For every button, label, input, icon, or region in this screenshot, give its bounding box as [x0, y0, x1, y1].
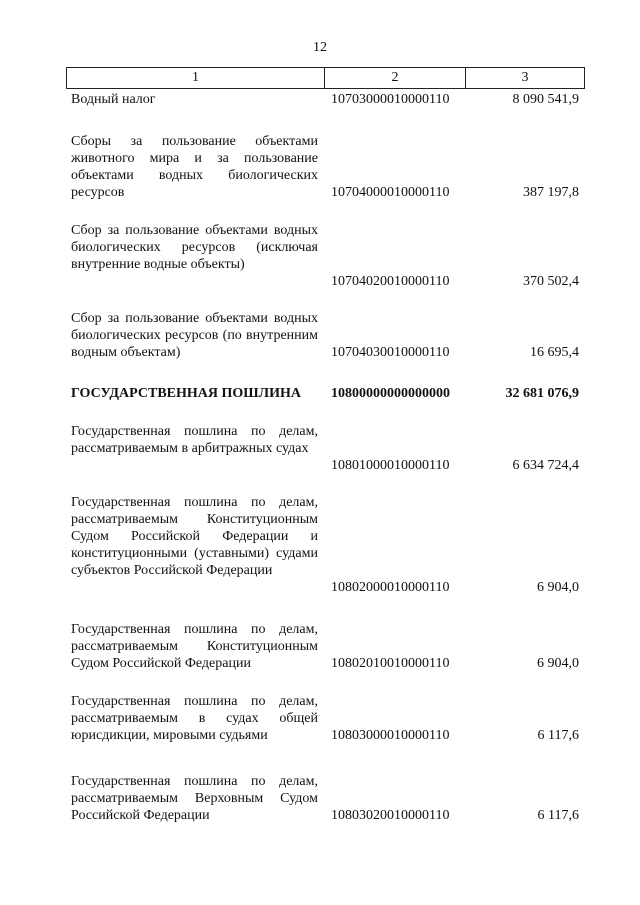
table-row: [71, 310, 579, 361]
row-amount: 16 695,4: [530, 345, 579, 360]
page-number: 12: [313, 40, 327, 55]
column-header-2: 2: [325, 68, 466, 88]
row-amount: 6 117,6: [537, 728, 579, 743]
row-amount: 6 904,0: [537, 656, 579, 671]
row-name: Сбор за пользование объектами водных биологических ресурсов (исключая внутренние водные объекты): [71, 223, 318, 272]
column-header-1: 1: [67, 68, 325, 88]
row-name: Государственная пошлина по делам, рассматриваемым в судах общей юрисдикции, мировыми судьями: [71, 694, 318, 743]
row-code: 10803020010000110: [331, 808, 450, 823]
row-code: 10704020010000110: [331, 274, 450, 289]
row-code: 10704000010000110: [331, 185, 450, 200]
row-amount: 6 904,0: [537, 580, 579, 595]
row-amount: 370 502,4: [523, 274, 579, 289]
row-amount: 387 197,8: [523, 185, 579, 200]
row-code: 10801000010000110: [331, 458, 450, 473]
table-header: [66, 67, 585, 89]
table-row: [71, 693, 579, 744]
row-name: Сбор за пользование объектами водных биологических ресурсов (по внутренним водным объектам): [71, 311, 318, 360]
table-row: [71, 222, 579, 290]
row-code: 10802010010000110: [331, 656, 450, 671]
table-row: [71, 494, 579, 596]
table-row: [71, 621, 579, 672]
row-code: 10803000010000110: [331, 728, 450, 743]
row-amount: 6 117,6: [537, 808, 579, 823]
row-code: 10802000010000110: [331, 580, 450, 595]
table-row: [71, 773, 579, 824]
row-name: Государственная пошлина по делам, рассматриваемым Верховным Судом Российской Федерации: [71, 774, 318, 823]
row-name: Государственная пошлина по делам, рассматриваемым Конституционным Судом Российской Федерации и конституционными (уставными) судами субъектов Российской Федерации: [71, 495, 318, 578]
row-name: Государственная пошлина по делам, рассматриваемым Конституционным Судом Российской Федерации: [71, 622, 318, 671]
row-code: 10704030010000110: [331, 345, 450, 360]
row-amount: 8 090 541,9: [512, 92, 579, 107]
row-amount: 32 681 076,9: [505, 386, 579, 401]
table-row: [71, 385, 579, 402]
column-header-3: 3: [521, 70, 529, 85]
row-name: Государственная пошлина по делам, рассматриваемым в арбитражных судах: [71, 424, 318, 456]
row-name: Сборы за пользование объектами животного мира и за пользование объектами водных биологических ресурсов: [71, 134, 318, 200]
table-row: [71, 133, 579, 201]
table-row: [71, 423, 579, 474]
row-name: Водный налог: [71, 92, 156, 107]
table-row: [71, 91, 579, 108]
row-code: 10800000000000000: [331, 386, 450, 401]
row-name: ГОСУДАРСТВЕННАЯ ПОШЛИНА: [71, 386, 301, 401]
row-code: 10703000010000110: [331, 92, 450, 107]
row-amount: 6 634 724,4: [512, 458, 579, 473]
